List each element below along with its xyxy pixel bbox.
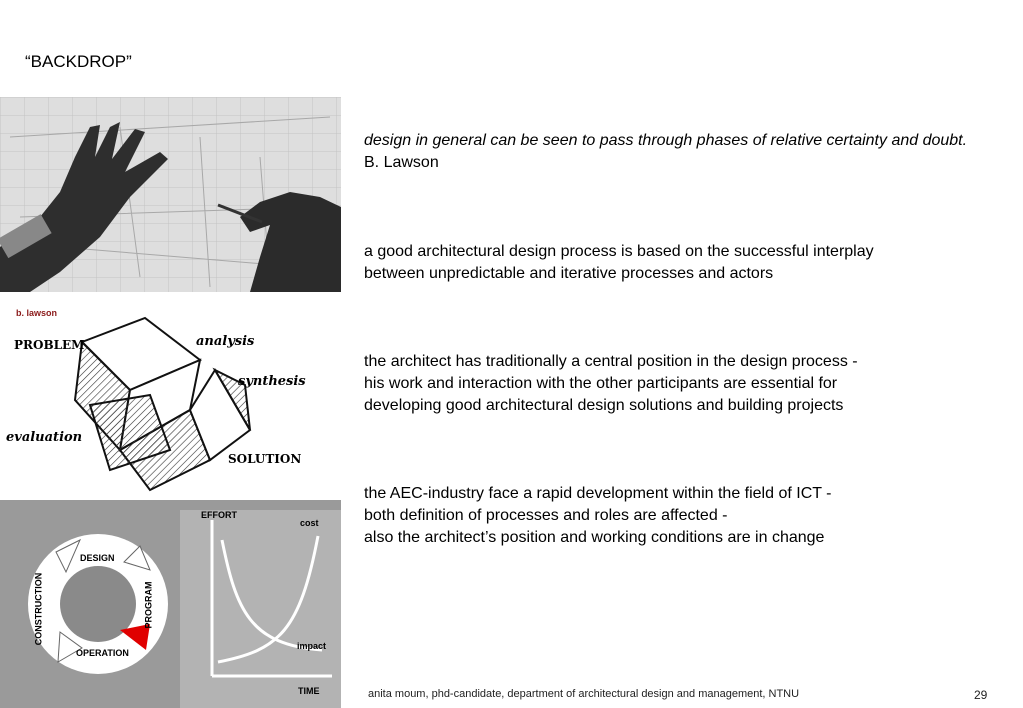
paragraph-line: his work and interaction with the other participants are essential for <box>364 375 838 392</box>
label-analysis: analysis <box>196 334 255 349</box>
lawson-quote <box>364 130 984 174</box>
cycle-label-design: DESIGN <box>80 553 115 563</box>
slide-title: “BACKDROP” <box>25 52 132 71</box>
graph-cost-label: cost <box>300 518 319 528</box>
page-number: 29 <box>974 688 988 702</box>
quote-text: design in general can be seen to pass through phases of relative certainty and doubt. <box>364 132 968 149</box>
cycle-label-program: PROGRAM <box>143 581 154 629</box>
paragraph-line: developing good architectural design solutions and building projects <box>364 397 844 414</box>
hands-photo <box>0 97 341 292</box>
paragraph-line: the AEC-industry face a rapid development within the field of ICT - <box>364 485 832 502</box>
paragraph-line: both definition of processes and roles are affected - <box>364 507 728 524</box>
label-problem: PROBLEM <box>14 338 85 352</box>
cycle-label-construction: CONSTRUCTION <box>33 572 44 646</box>
paragraph-line: a good architectural design process is based on the successful interplay <box>364 243 874 260</box>
graph-impact-label: impact <box>297 641 327 651</box>
paragraph-line: the architect has traditionally a central position in the design process - <box>364 353 858 370</box>
label-solution: SOLUTION <box>228 452 302 466</box>
process-cycle-panel <box>0 500 341 708</box>
paragraph-line: also the architect’s position and working conditions are in change <box>364 529 825 546</box>
graph-y-axis-label: EFFORT <box>201 510 237 520</box>
paragraph-aec-industry <box>364 483 984 549</box>
footer-credit: anita moum, phd-candidate, department of architectural design and management, NTNU <box>368 688 800 700</box>
lawson-sketch <box>0 300 341 500</box>
paragraph-architect-role <box>364 351 984 417</box>
paragraph-line: between unpredictable and iterative processes and actors <box>364 265 774 282</box>
cycle-label-operation: OPERATION <box>76 648 129 658</box>
paragraph-interplay <box>364 241 984 285</box>
sketch-caption: b. lawson <box>16 308 58 318</box>
label-synthesis: synthesis <box>238 374 306 389</box>
quote-author: B. Lawson <box>364 154 439 171</box>
graph-x-axis-label: TIME <box>298 686 320 696</box>
label-evaluation: evaluation <box>6 430 83 445</box>
